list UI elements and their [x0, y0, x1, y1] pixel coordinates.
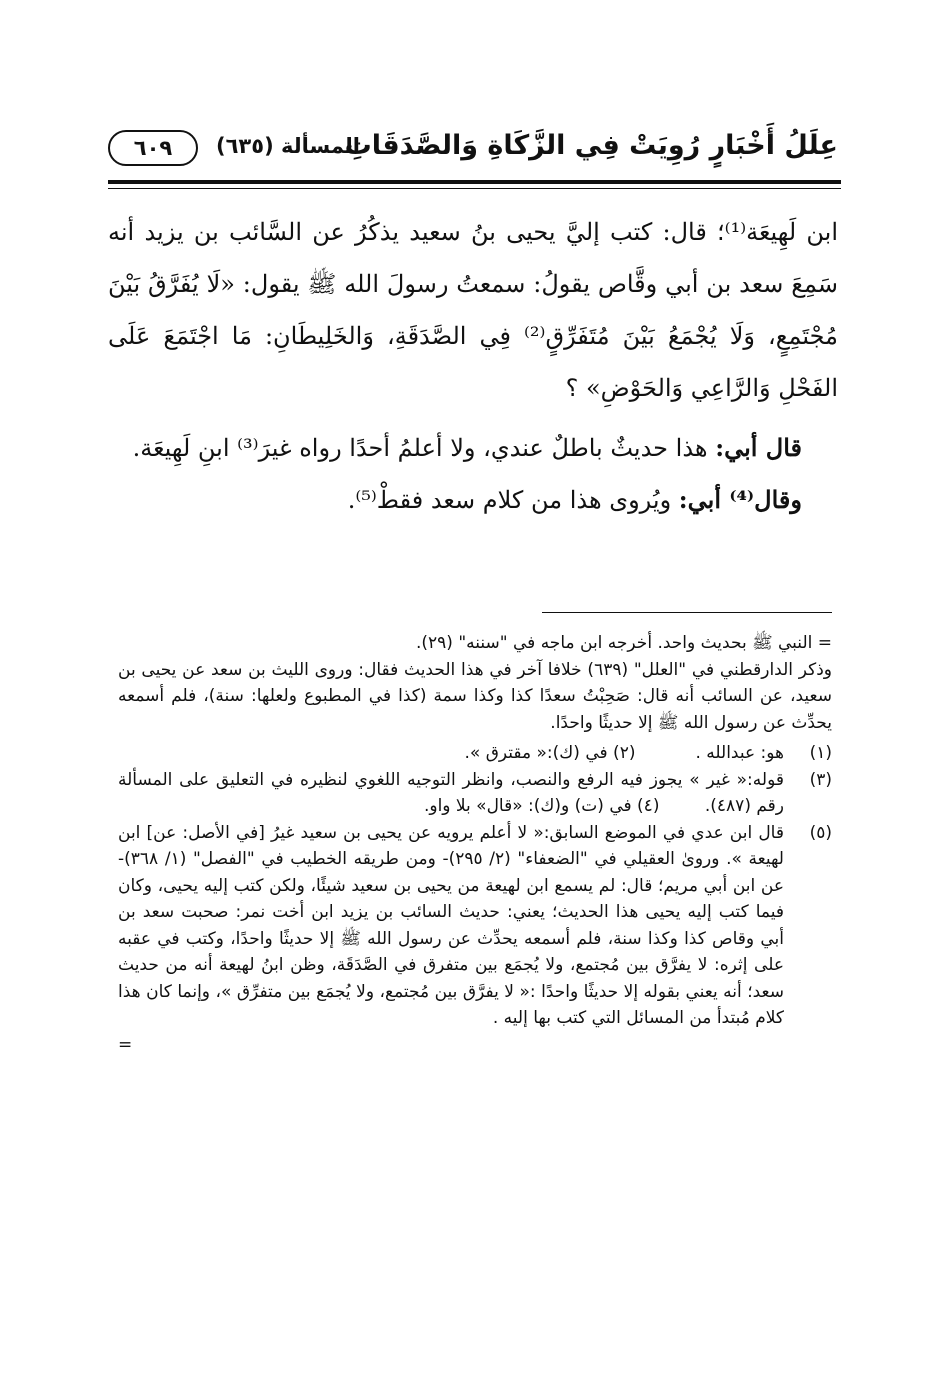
footnote-5 — [118, 820, 832, 1032]
paragraph-verdict — [108, 422, 838, 474]
footnote-5-text: قال ابن عدي في الموضع السابق:« لا أعلم يرويه عن يحيى بن سعيد غيرُ [في الأصل: عن] ابن لهيعة ». وروىٰ العقيلي في "الضعفاء" (٢/ ٢٩٥)- ومن طريقه الخطيب في "الفصل" (١/ ٣٦٨)- عن ابن أبي مريم؛ قال: لم يسمع ابن لهيعة من يحيى بن سعيد شيئًا، ولكن كتب إليه يحيى، وكان فيما كتب إليه يحيى هذا الحديث؛ يعني: حديث السائب بن يزيد ابن أخت نمر: صحبت سعد بن أبي وقاص كذا وكذا سنة، فلم أسمعه يحدِّث عن رسول الله ﷺ إلا حديثًا واحدًا، وكتب في عقبه على إثره: لا يفرَّق بين مُجتمع، ولا يُجمَع بين متفرق في الصَّدَقَة، وظن ابنُ لهيعة أنه من حديث سعد؛ أنه يعني بقوله إلا حديثًا واحدًا :« لا يفرَّق بين مُجتمع، ولا يُجمَع بين متفرِّق »، وإنما كان هذا كلام مُبتدأ من المسائل التي كتب بها إليه . — [118, 822, 784, 1028]
footnote-number: (٥) — [809, 822, 832, 843]
header-rule-thick — [108, 180, 841, 184]
header-rule-thin — [108, 188, 841, 189]
footnote-number: (١) — [809, 743, 832, 763]
footnote-1-text: هو: عبدالله . — [695, 743, 784, 763]
speaker-label-2: وقال⁽⁴⁾ أبي: — [678, 485, 802, 514]
note-text: ويُروى هذا من كلام سعد فقطْ⁽⁵⁾. — [347, 486, 679, 514]
page-header — [108, 128, 838, 170]
footnote-number: (٣) — [809, 769, 832, 790]
speaker-label: قال أبي: — [715, 433, 802, 462]
continuation-mark: = — [118, 1034, 133, 1055]
page-number: ٦٠٩ — [108, 130, 198, 166]
footnote-continued-para: وذكر الدارقطني في "العلل" (٦٣٩) خلافا آخر في هذا الحديث فقال: وروى الليث بن سعد عن يحيى بن سعيد، عن السائب أنه قال: صَحِبْتُ سعدًا كذا وكذا سمة (كذا في المطبوع ولعلها: سنة)، فلم أسمعه يحدِّث عن رسول الله ﷺ إلا حديثًا واحدًا. — [118, 659, 832, 733]
paragraph-note — [108, 474, 838, 526]
book-title: عِلَلُ أَخْبَارٍ رُوِيَتْ فِي الزَّكَاةِ وَالصَّدَقَاتِ — [344, 130, 838, 161]
footnote-2-text: (٢) في (ك):« مقترق ». — [464, 743, 636, 763]
hadith-text: ابن لَهِيعَة⁽¹⁾؛ قال: كتب إليَّ يحيى بنُ سعيد يذكُرُ عن السَّائب بن يزيد أنه سَمِعَ سعد بن أبي وقَّاص يقولُ: سمعتُ رسولَ الله ﷺ يقول: «لَا يُفَرَّقُ بَيْنَ مُجْتَمِعٍ، وَلَا يُجْمَعُ بَيْنَ مُتَفَرِّقٍ⁽²⁾ فِي الصَّدَقَةِ، وَالخَلِيطَانِ: مَا اجْتَمَعَ عَلَى الفَحْلِ وَالرَّاعِي وَالحَوْضِ» ؟ — [108, 218, 839, 402]
footnote-4-text: (٤) في (ت) و(ك): «قال» بلا واو. — [423, 796, 660, 816]
footnote-continued-line: = النبي ﷺ بحديث واحد. أخرجه ابن ماجه في "سننه" (٢٩). — [415, 633, 832, 653]
footnote-3-text: قوله:« غير » يجوز فيه الرفع والنصب، وانظر التوجيه اللغوي لنظيره في التعليق على المسألة رقم (٤٨٧). — [118, 769, 784, 816]
issue-label: المسألة (٦٣٥) — [216, 134, 361, 158]
footnote-1-2 — [118, 740, 832, 767]
footnotes — [118, 630, 832, 1058]
footnote-3 — [118, 767, 832, 820]
main-text — [108, 206, 838, 526]
verdict-text: هذا حديثٌ باطلٌ عندي، ولا أعلمُ أحدًا رواه غيرَ⁽³⁾ ابنِ لَهِيعَة. — [132, 434, 716, 462]
paragraph-hadith — [108, 206, 838, 414]
footnote-separator — [542, 612, 832, 613]
